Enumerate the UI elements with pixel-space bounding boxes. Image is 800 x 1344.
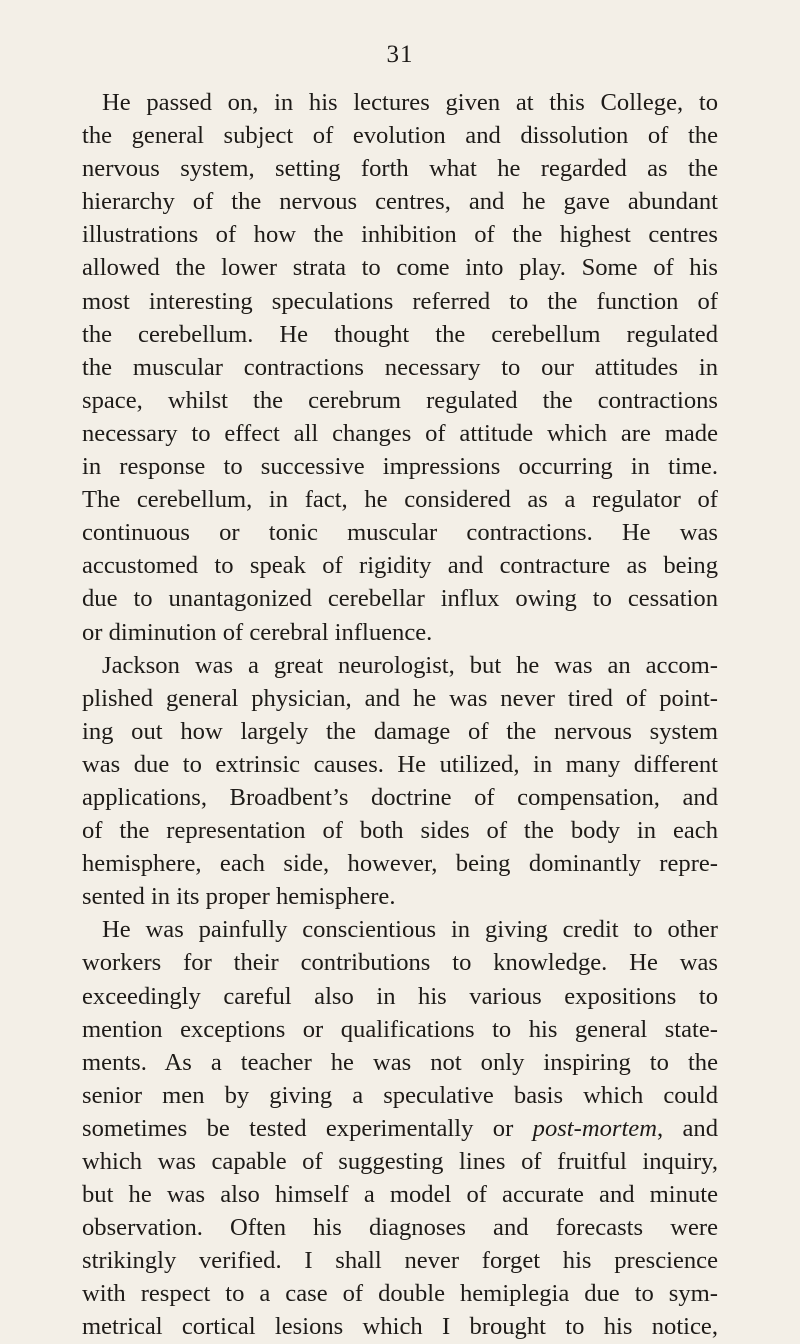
- text-line: hemisphere, each side, however, being dominantly repre-: [82, 850, 718, 878]
- text-line: applications, Broadbent’s doctrine of compensation, and: [82, 783, 718, 811]
- text-line: due to unantagonized cerebellar influx owing to cessation: [82, 585, 718, 613]
- text-line: illustrations of how the inhibition of the highest centres: [82, 221, 718, 249]
- text-run: sometimes be tested experimentally or: [82, 1114, 514, 1142]
- body-text: [82, 86, 718, 1344]
- text-line: [82, 1112, 718, 1145]
- italic-phrase: post-mortem: [532, 1114, 657, 1142]
- text-line: He was painfully conscientious in giving credit to other: [102, 916, 718, 944]
- text-line: necessary to effect all changes of attitude which are made: [82, 419, 718, 447]
- text-line: metrical cortical lesions which I brought to his notice,: [82, 1313, 718, 1341]
- text-line: continuous or tonic muscular contractions. He was: [82, 519, 718, 547]
- text-line: The cerebellum, in fact, he considered as a regulator of: [82, 486, 718, 514]
- text-line: accustomed to speak of rigidity and contracture as being: [82, 552, 718, 580]
- text-line: ing out how largely the damage of the nervous system: [82, 717, 718, 745]
- text-line: which was capable of suggesting lines of fruitful inquiry,: [82, 1148, 718, 1175]
- text-run: , and: [656, 1114, 718, 1142]
- text-line: observation. Often his diagnoses and forecasts were: [82, 1214, 718, 1242]
- text-line: strikingly verified. I shall never forget his prescience: [82, 1247, 718, 1275]
- text-line: plished general physician, and he was never tired of point-: [82, 684, 718, 712]
- text-line: space, whilst the cerebrum regulated the contractions: [82, 386, 718, 414]
- text-line: ments. As a teacher he was not only inspiring to the: [82, 1048, 718, 1076]
- page-number: 31: [386, 41, 414, 68]
- text-line: workers for their contributions to knowledge. He was: [82, 949, 718, 977]
- text-line: He passed on, in his lectures given at this College, to: [102, 89, 718, 116]
- text-line: nervous system, setting forth what he regarded as the: [82, 155, 718, 183]
- text-line: with respect to a case of double hemiplegia due to sym-: [82, 1280, 718, 1308]
- text-line: allowed the lower strata to come into play. Some of his: [82, 254, 718, 282]
- text-line: in response to successive impressions occurring in time.: [82, 453, 718, 481]
- text-line: or diminution of cerebral influence.: [82, 618, 433, 646]
- text-line: the cerebellum. He thought the cerebellum regulated: [82, 320, 718, 348]
- text-line: the general subject of evolution and dissolution of the: [82, 122, 718, 150]
- text-line: Jackson was a great neurologist, but he was an accom-: [102, 651, 718, 679]
- text-line: was due to extrinsic causes. He utilized, in many different: [82, 750, 718, 778]
- text-line: the muscular contractions necessary to our attitudes in: [82, 353, 718, 381]
- text-line: exceedingly careful also in his various expositions to: [82, 982, 718, 1010]
- text-line: senior men by giving a speculative basis which could: [82, 1081, 718, 1109]
- text-line: hierarchy of the nervous centres, and he gave abundant: [82, 188, 718, 216]
- text-line: but he was also himself a model of accurate and minute: [82, 1181, 718, 1209]
- text-line: of the representation of both sides of the body in each: [82, 817, 718, 845]
- text-line: most interesting speculations referred to the function of: [82, 287, 718, 315]
- text-line: sented in its proper hemisphere.: [82, 883, 396, 911]
- text-line: mention exceptions or qualifications to his general state-: [82, 1015, 718, 1043]
